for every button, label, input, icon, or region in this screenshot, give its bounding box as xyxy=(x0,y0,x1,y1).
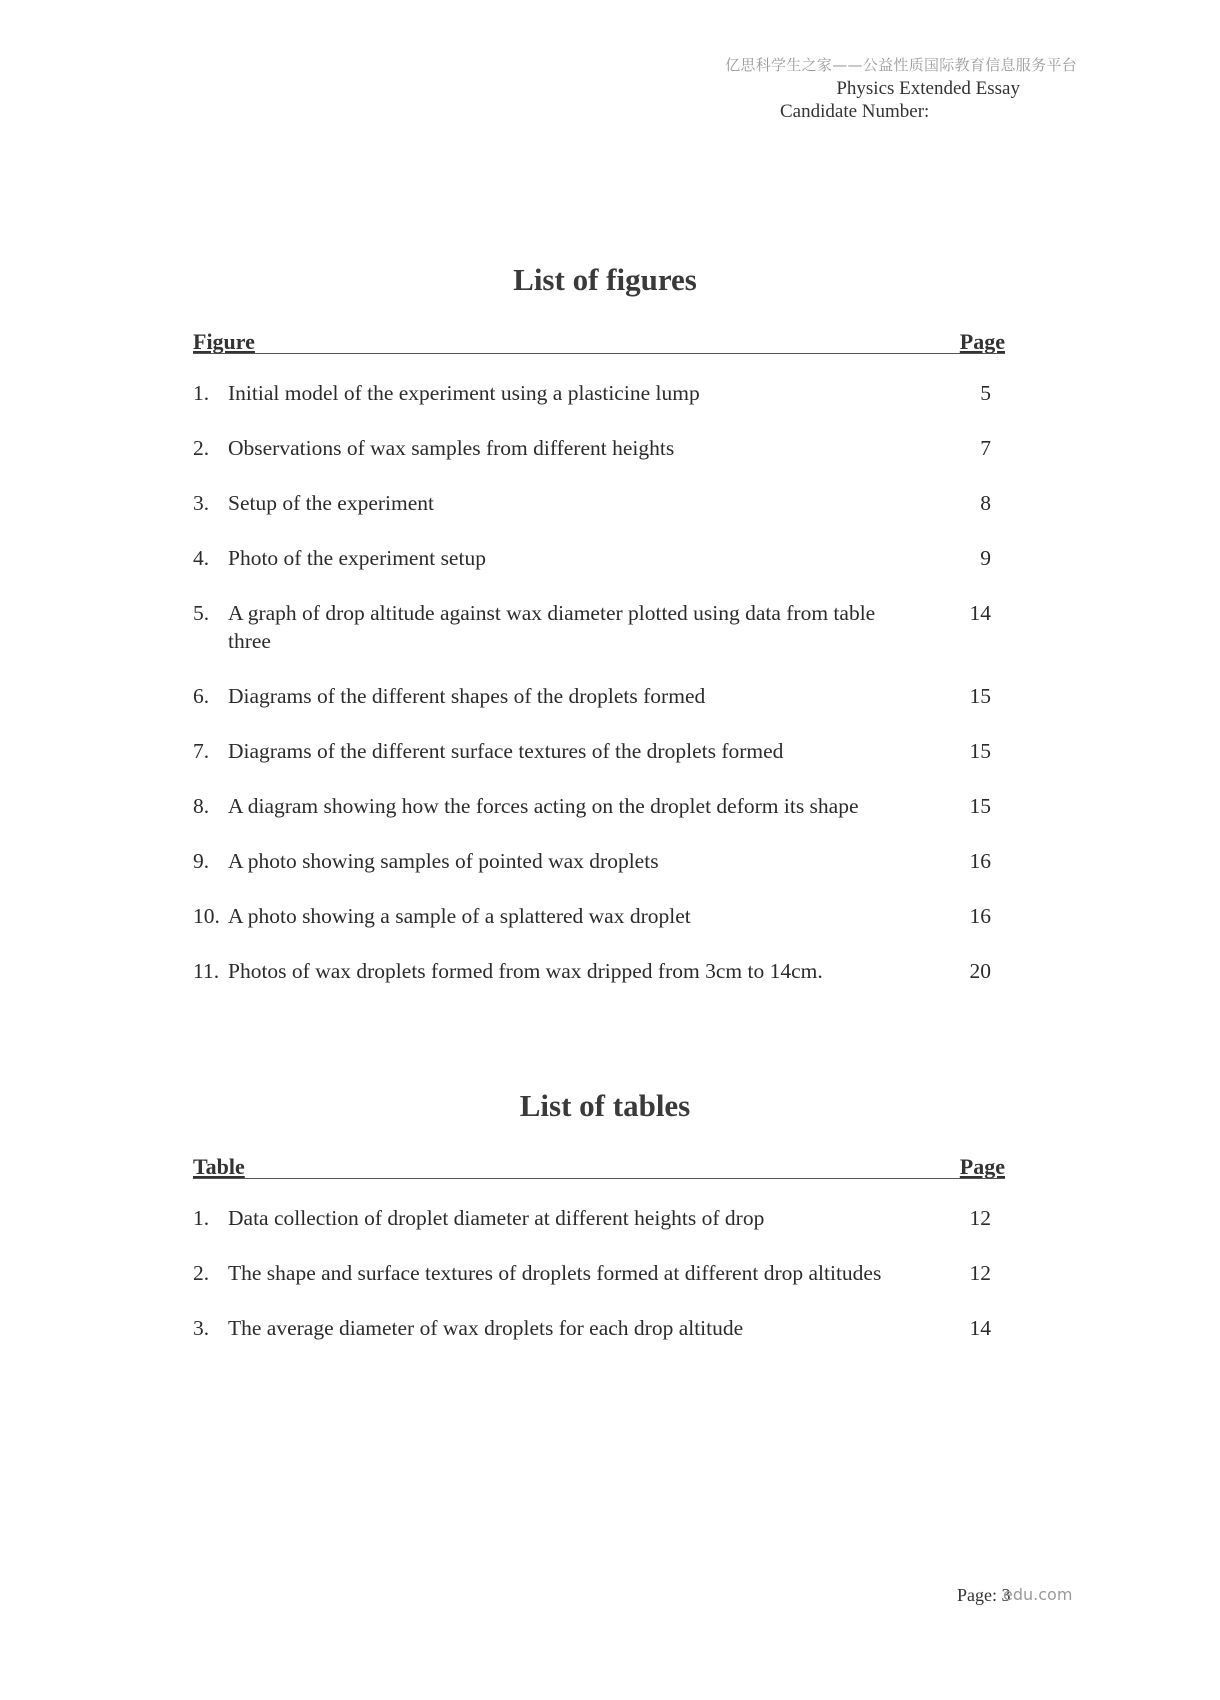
figure-entry-page-number: 5 xyxy=(980,381,991,405)
figure-entry-caption: Diagrams of the different surface textures of the droplets formed xyxy=(228,739,784,763)
table-entry xyxy=(193,1259,1005,1287)
figure-entry-number: 7. xyxy=(193,739,210,763)
table-entry-caption: Data collection of droplet diameter at different heights of drop xyxy=(228,1206,765,1230)
essay-title-header: Physics Extended Essay xyxy=(836,78,1020,99)
figures-column-page: Page xyxy=(959,329,1005,354)
figure-entry-caption: Setup of the experiment xyxy=(228,491,434,515)
figure-entry-number: 1. xyxy=(193,381,210,405)
figure-entry xyxy=(193,957,1005,985)
figure-entry-caption: Initial model of the experiment using a plasticine lump xyxy=(228,381,700,405)
watermark-bottom: edu.com xyxy=(1003,1585,1073,1604)
figure-entry xyxy=(193,737,1005,765)
figure-entry-page-number: 20 xyxy=(969,959,991,983)
figures-section-title: List of figures xyxy=(513,262,697,297)
tables-list-header xyxy=(193,1150,1005,1179)
figure-entry-caption: A photo showing a sample of a splattered wax droplet xyxy=(228,904,691,928)
figures-list-header xyxy=(193,325,1005,354)
figure-entry xyxy=(193,902,1005,930)
figure-entry-caption: A photo showing samples of pointed wax droplets xyxy=(228,849,659,873)
table-entry-number: 1. xyxy=(193,1206,210,1230)
figure-entry-number: 9. xyxy=(193,849,210,873)
figure-entry-page-number: 15 xyxy=(969,739,991,763)
tables-list xyxy=(193,1204,1005,1369)
table-entry-caption: The shape and surface textures of droplets formed at different drop altitudes xyxy=(228,1261,882,1285)
table-entry-number: 3. xyxy=(193,1316,210,1340)
table-entry xyxy=(193,1204,1005,1232)
figure-entry-page-number: 16 xyxy=(969,904,991,928)
tables-column-page: Page xyxy=(959,1154,1005,1179)
table-entry-page-number: 12 xyxy=(969,1206,991,1230)
figure-entry-caption: A graph of drop altitude against wax diameter plotted using data from table three xyxy=(228,601,876,653)
figure-entry-caption: A diagram showing how the forces acting on the droplet deform its shape xyxy=(228,794,859,818)
figure-entry xyxy=(193,792,1005,820)
figure-entry xyxy=(193,379,1005,407)
figures-list xyxy=(193,379,1005,1012)
figure-entry-caption: Photo of the experiment setup xyxy=(228,546,486,570)
figure-entry-page-number: 9 xyxy=(980,546,991,570)
figure-entry-number: 5. xyxy=(193,601,210,625)
figure-entry-page-number: 16 xyxy=(969,849,991,873)
table-entry xyxy=(193,1314,1005,1342)
figure-entry xyxy=(193,489,1005,517)
figure-entry-number: 4. xyxy=(193,546,210,570)
figure-entry-number: 10. xyxy=(193,904,220,928)
figure-entry-number: 2. xyxy=(193,436,210,460)
figure-entry xyxy=(193,434,1005,462)
figure-entry-page-number: 15 xyxy=(969,684,991,708)
figures-column-figure: Figure xyxy=(193,329,255,354)
tables-section-title: List of tables xyxy=(519,1088,691,1123)
table-entry-number: 2. xyxy=(193,1261,210,1285)
figure-entry-caption: Diagrams of the different shapes of the droplets formed xyxy=(228,684,706,708)
figure-entry-page-number: 7 xyxy=(980,436,991,460)
figure-entry-number: 8. xyxy=(193,794,210,818)
tables-column-table: Table xyxy=(193,1154,245,1179)
watermark-top: 亿思科学生之家——公益性质国际教育信息服务平台 xyxy=(725,56,1077,74)
table-entry-page-number: 14 xyxy=(969,1316,991,1340)
figure-entry-page-number: 15 xyxy=(969,794,991,818)
table-entry-caption: The average diameter of wax droplets for each drop altitude xyxy=(228,1316,744,1340)
figure-entry-number: 3. xyxy=(193,491,210,515)
page-number: Page: 3 xyxy=(957,1585,1011,1605)
figure-entry xyxy=(193,544,1005,572)
figure-entry xyxy=(193,847,1005,875)
table-entry-page-number: 12 xyxy=(969,1261,991,1285)
figure-entry-page-number: 8 xyxy=(980,491,991,515)
figure-entry xyxy=(193,599,1005,655)
candidate-number-label: Candidate Number: xyxy=(780,101,930,122)
figure-entry-number: 6. xyxy=(193,684,210,708)
figure-entry-caption: Photos of wax droplets formed from wax dripped from 3cm to 14cm. xyxy=(228,959,823,983)
figure-entry xyxy=(193,682,1005,710)
figure-entry-number: 11. xyxy=(193,959,220,983)
figure-entry-page-number: 14 xyxy=(969,601,991,625)
figure-entry-caption: Observations of wax samples from different heights xyxy=(228,436,675,460)
